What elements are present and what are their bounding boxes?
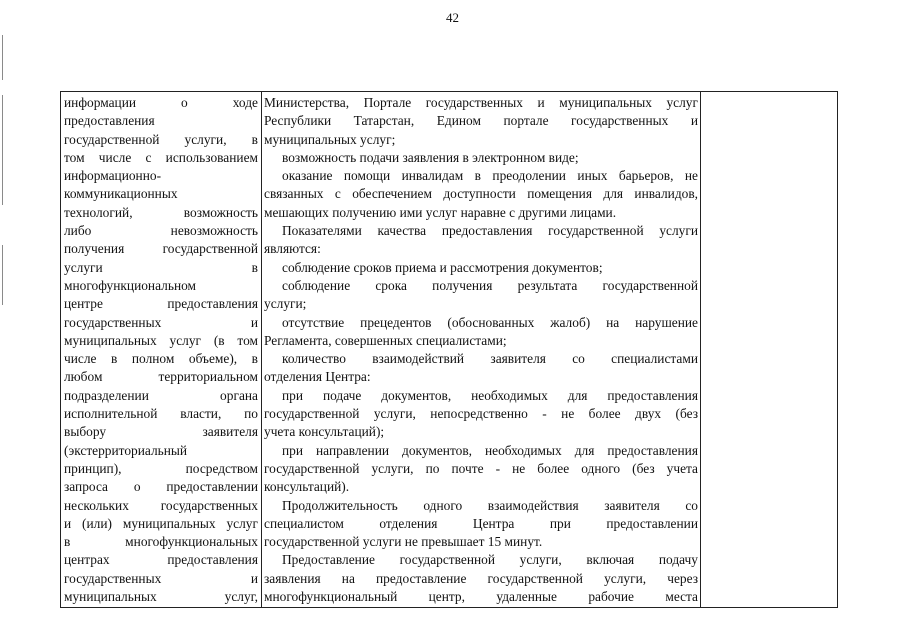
text-line: любом территориальном — [64, 369, 258, 385]
scan-margin-mark — [2, 35, 3, 80]
table-row — [61, 92, 838, 608]
text-line: либо невозможность — [64, 223, 258, 239]
text-line: государственной услуги, в — [64, 131, 258, 147]
text-line: Регламента, совершенных специалистами; — [264, 332, 507, 348]
col2-text — [262, 92, 700, 606]
text-line: Министерства, Портале государственных и муниципальных услуг — [264, 95, 698, 110]
text-line: при подаче документов, необходимых для предоставления — [282, 387, 698, 403]
text-line: оказание помощи инвалидам в преодолении иных барьеров, не — [282, 168, 698, 184]
text-line: информации о ходе — [64, 95, 258, 110]
text-line: Республики Татарстан, Едином портале государственных и — [264, 113, 698, 129]
text-line: отделения Центра: — [264, 369, 371, 385]
text-line: специалистом отделения Центра при предоставлении — [264, 515, 698, 531]
table-cell-col3 — [701, 92, 838, 608]
text-line: получения государственной — [64, 241, 258, 257]
text-line: заявления на предоставление государственной услуги, через — [264, 570, 698, 586]
text-line: соблюдение срока получения результата государственной — [282, 277, 698, 293]
text-line: коммуникационных — [64, 186, 178, 202]
text-line: принцип), посредством — [64, 460, 258, 476]
scan-margin-mark — [2, 95, 3, 205]
text-line: технологий, возможность — [64, 204, 258, 220]
text-line: Продолжительность одного взаимодействия заявителя со — [282, 497, 698, 513]
text-line: выбору заявителя — [64, 424, 258, 440]
text-line: государственной услуги, по почте - не более одного (без учета — [264, 460, 698, 476]
col1-text — [61, 92, 261, 606]
text-line: государственных и — [64, 314, 258, 330]
text-line: нескольких государственных — [64, 497, 258, 513]
text-line: государственных и — [64, 570, 258, 586]
text-line: услуги; — [264, 296, 307, 312]
regulation-table — [60, 91, 838, 608]
col3-text — [701, 92, 837, 94]
text-line: количество взаимодействий заявителя со специалистами — [282, 351, 698, 367]
text-line: подразделении органа — [64, 387, 258, 403]
text-line: в многофункциональных — [64, 534, 258, 550]
text-line: мешающих получению ими услуг наравне с другими лицами. — [264, 204, 617, 220]
text-line: (экстерриториальный — [64, 442, 188, 458]
text-line: центре предоставления — [64, 296, 258, 312]
text-line: муниципальных услуг, — [64, 589, 258, 605]
table-cell-col1 — [61, 92, 262, 608]
text-line: государственной услуги не превышает 15 минут. — [264, 534, 543, 550]
text-line: консультаций). — [264, 479, 350, 495]
text-line: многофункциональный центр, удаленные рабочие места — [264, 589, 698, 605]
text-line: при направлении документов, необходимых для предоставления — [282, 442, 698, 458]
text-line: запроса о предоставлении — [64, 479, 258, 495]
text-line: исполнительной власти, по — [64, 406, 258, 422]
text-line: соблюдение сроков приема и рассмотрения документов; — [282, 259, 603, 275]
text-line: государственной услуги, непосредственно - не более двух (без — [264, 406, 698, 422]
text-line: муниципальных услуг (в том — [64, 332, 258, 348]
text-line: предоставления — [64, 113, 155, 129]
text-line: муниципальных услуг; — [264, 131, 396, 147]
text-line: информационно- — [64, 168, 162, 184]
text-line: связанных с обеспечением доступности помещения для инвалидов, — [264, 186, 698, 202]
text-line: являются: — [264, 241, 321, 257]
page-number: 42 — [446, 10, 459, 25]
text-line: услуги в — [64, 259, 258, 275]
text-line: и (или) муниципальных услуг — [64, 515, 258, 531]
text-line: том числе с использованием — [64, 149, 258, 165]
text-line: Предоставление государственной услуги, включая подачу — [282, 552, 698, 568]
table-cell-col2 — [262, 92, 701, 608]
text-line: возможность подачи заявления в электронном виде; — [282, 149, 579, 165]
scan-margin-mark — [2, 245, 3, 305]
text-line: отсутствие прецедентов (обоснованных жалоб) на нарушение — [282, 314, 698, 330]
text-line: многофункциональном — [64, 277, 197, 293]
text-line: числе в полном объеме), в — [64, 351, 258, 367]
text-line: Показателями качества предоставления государственной услуги — [282, 223, 698, 239]
text-line: учета консультаций); — [264, 424, 385, 440]
text-line: центрах предоставления — [64, 552, 258, 568]
